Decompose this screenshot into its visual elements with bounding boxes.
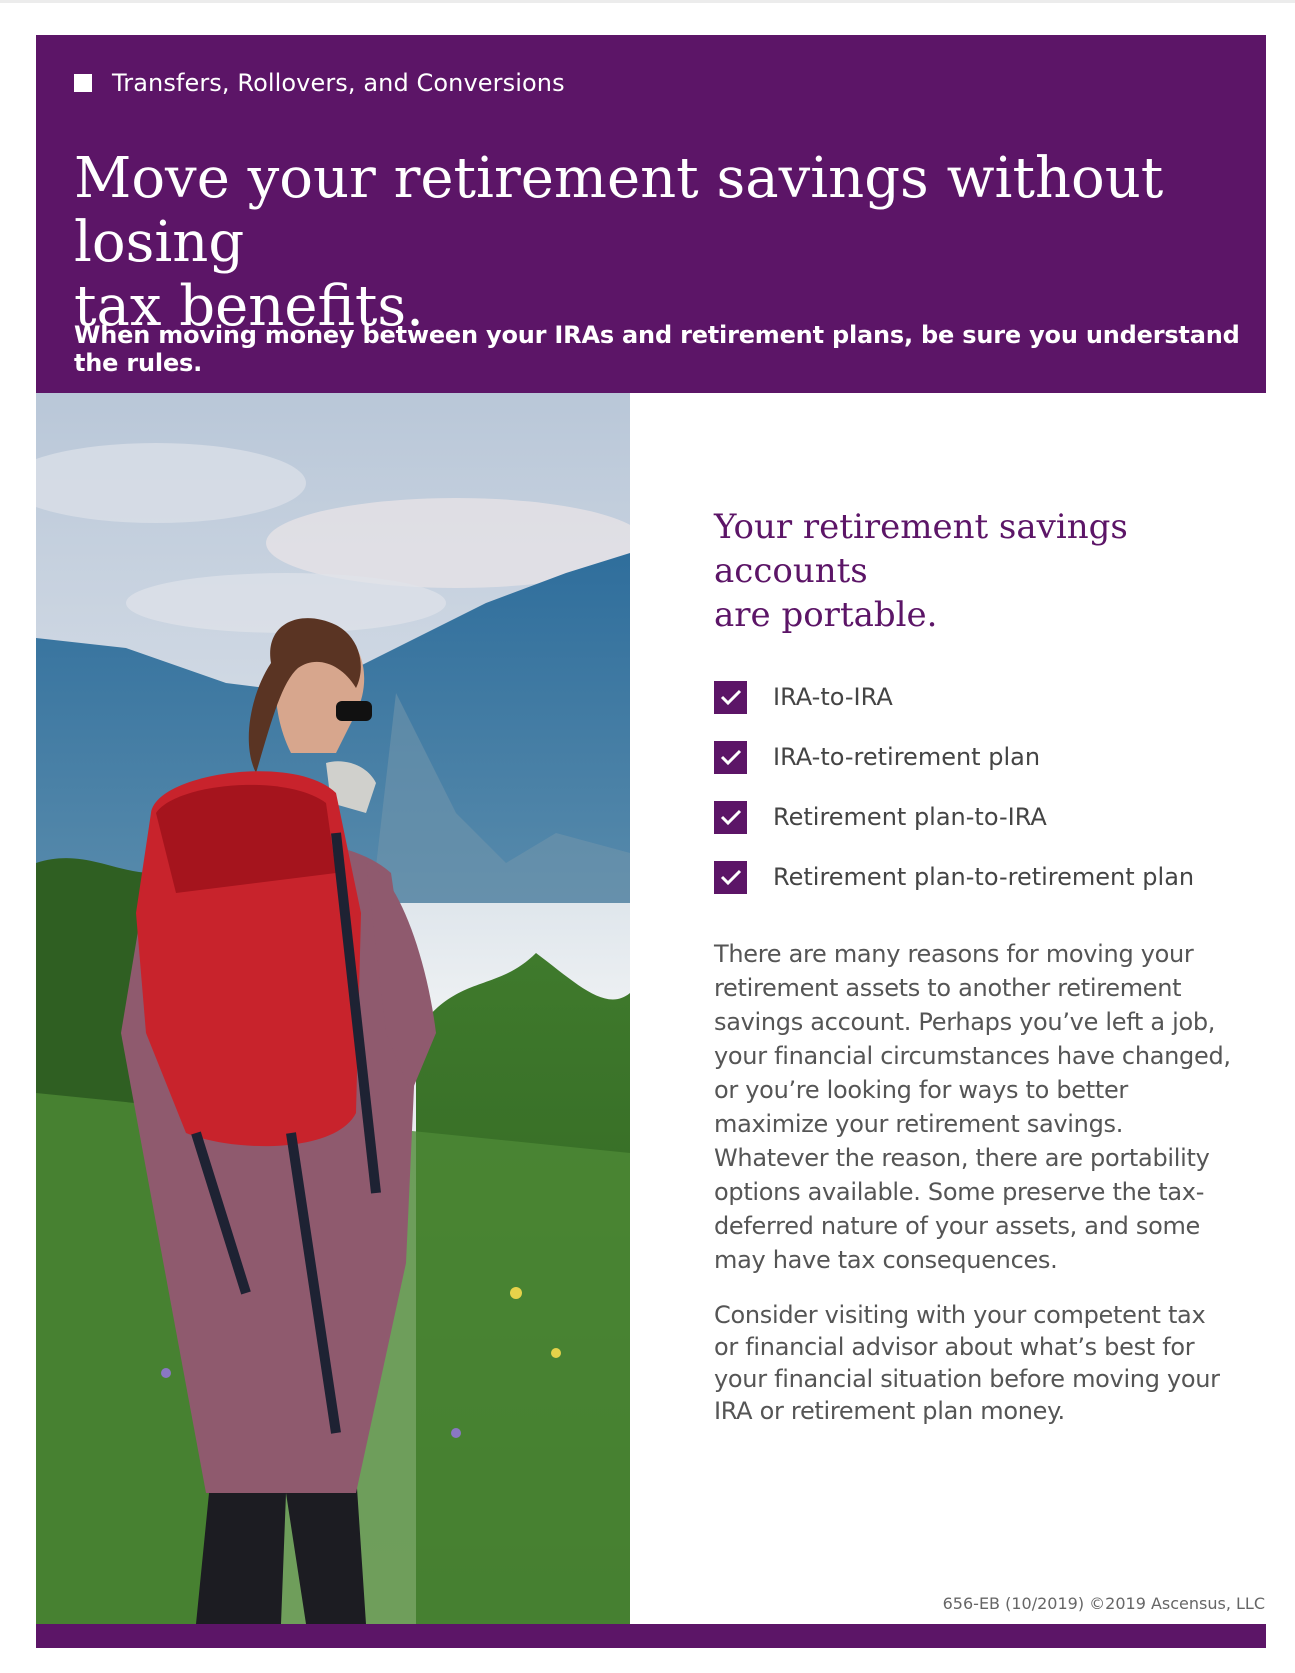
checkbox-checked: [714, 681, 747, 714]
list-item: [714, 727, 1234, 787]
checklist-label: IRA-to-IRA: [773, 683, 893, 711]
list-item: [714, 847, 1234, 907]
checklist-label: Retirement plan-to-retirement plan: [773, 863, 1195, 891]
checklist-label: Retirement plan-to-IRA: [773, 803, 1047, 831]
body-paragraph-2: Consider visiting with your competent tax or financial advisor about what’s best for your financial situation before moving your IRA or retirement plan money.: [714, 1301, 1220, 1425]
checkbox-checked: [714, 741, 747, 774]
bottom-bar: [36, 1624, 1266, 1648]
kicker-text: Transfers, Rollovers, and Conversions: [112, 69, 565, 97]
list-item: [714, 787, 1234, 847]
footer-copyright: 656-EB (10/2019) ©2019 Ascensus, LLC: [942, 1594, 1265, 1613]
checkbox-checked: [714, 861, 747, 894]
header-banner: [36, 35, 1266, 393]
section-title-line-1: Your retirement savings accounts: [714, 507, 1128, 591]
section-title: [714, 505, 1234, 637]
checkbox-checked: [714, 801, 747, 834]
subheading: When moving money between your IRAs and retirement plans, be sure you understand the rules.: [74, 321, 1240, 377]
body-paragraph-1: There are many reasons for moving your retirement assets to another retirement savings account. Perhaps you’ve left a job, your financial circumstances have changed, or you’re looking for ways to better maximize your retirement savings. Whatever the reason, there are portability options available. Some preserve the tax-deferred nature of your assets, and some may have tax consequences.: [714, 940, 1231, 1274]
checkmark-icon: [720, 688, 742, 706]
kicker: [74, 69, 565, 97]
checkmark-icon: [720, 808, 742, 826]
content-column: [714, 505, 1234, 1427]
checklist-label: IRA-to-retirement plan: [773, 743, 1041, 771]
checkmark-icon: [720, 748, 742, 766]
hiker-photo: [36, 393, 630, 1624]
section-title-line-2: are portable.: [714, 595, 938, 635]
top-rule: [0, 0, 1295, 3]
page-title-line-1: Move your retirement savings without losing: [74, 146, 1164, 275]
square-bullet-icon: [74, 74, 92, 92]
portability-checklist: [714, 667, 1234, 907]
list-item: [714, 667, 1234, 727]
page-title-line-2: tax benefits.: [74, 274, 424, 339]
page-title: [74, 147, 1224, 339]
checkmark-icon: [720, 868, 742, 886]
